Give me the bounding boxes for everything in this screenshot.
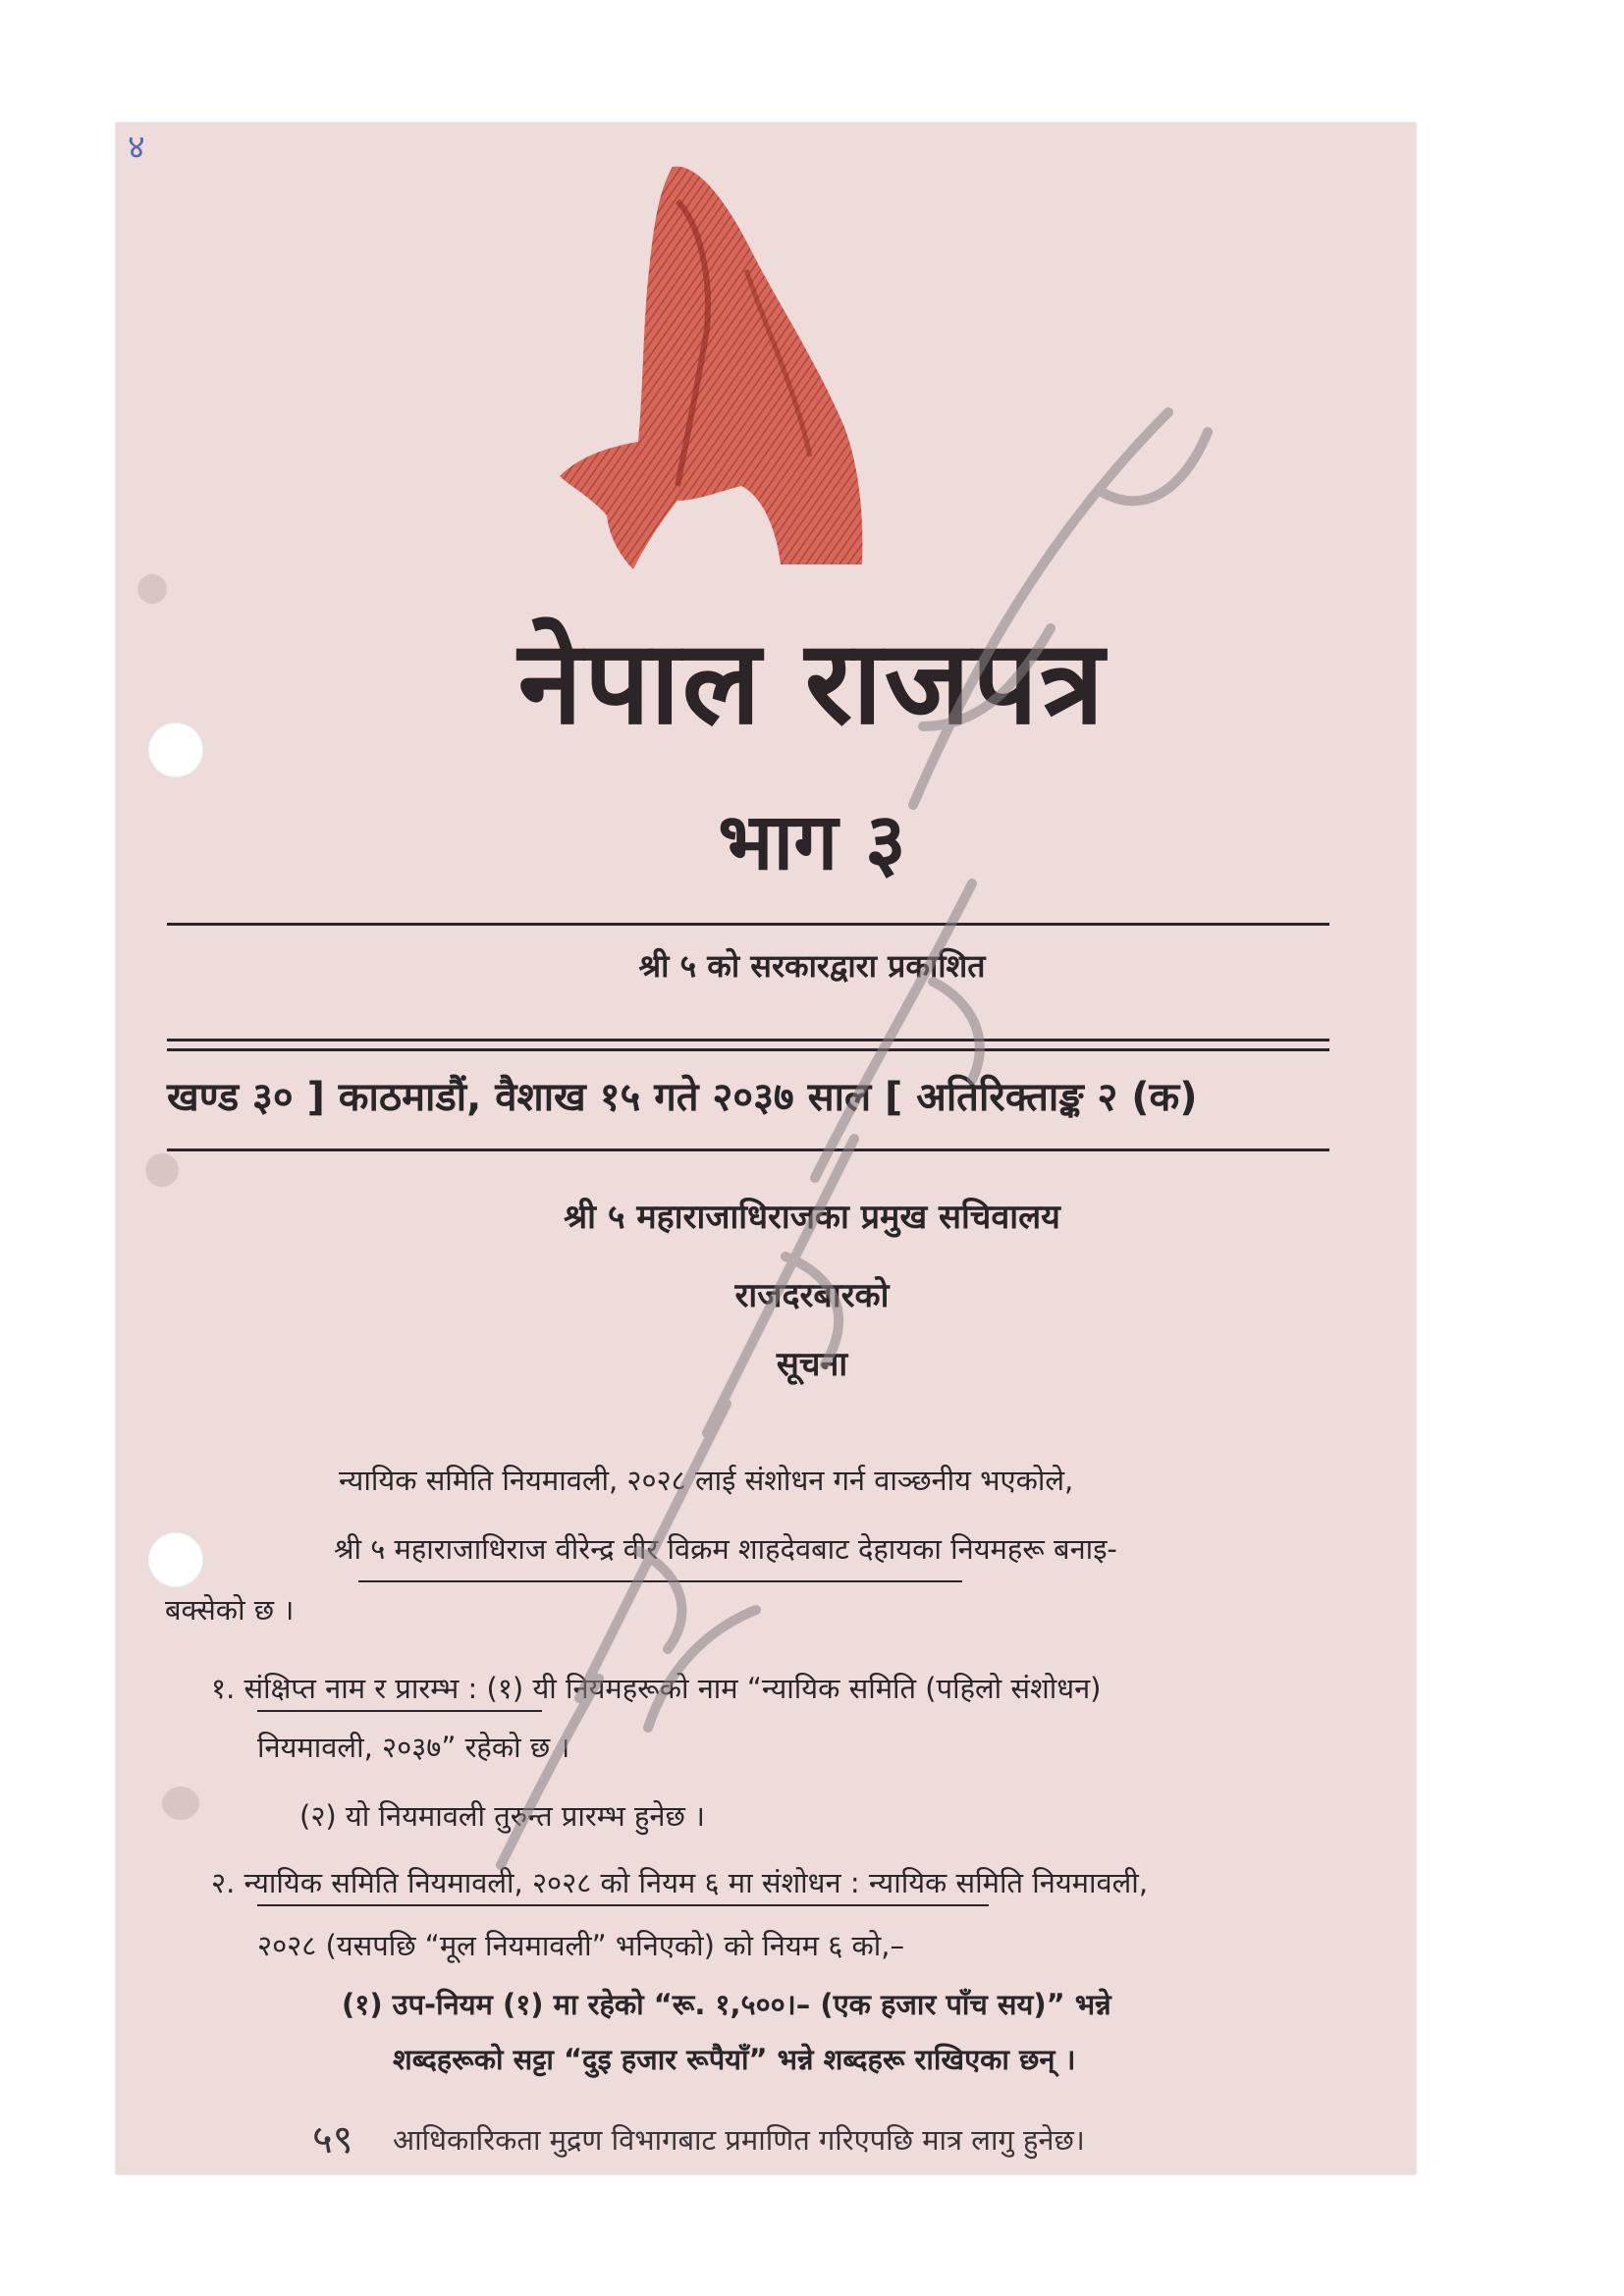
publisher-line: श्री ५ को सरकारद्वारा प्रकाशित xyxy=(638,947,986,985)
rule-2-subrule: (१) उप-नियम (१) मा रहेको “रू. १,५००।– (एक हजार पाँच सय)” भन्ने xyxy=(342,1988,1111,2021)
punch-hole-bottom xyxy=(147,1531,204,1588)
notice-heading: सूचना xyxy=(776,1345,848,1384)
palace-heading: राजदरबारको xyxy=(734,1276,890,1315)
rule-2-subrule: शब्दहरूको सट्टा “दुइ हजार रूपैयाँ” भन्ने शब्दहरू राखिएका छन् । xyxy=(393,2043,1076,2076)
paper-stain xyxy=(145,1153,179,1187)
rule-1-heading: १. संक्षिप्त नाम र प्रारम्भ : (१) यी नियमहरूको नाम “न्यायिक समिति (पहिलो संशोधन) xyxy=(211,1672,1102,1705)
underline xyxy=(257,1904,989,1906)
diagonal-watermark xyxy=(461,373,1247,1904)
preamble-line: श्री ५ महाराजाधिराज वीरेन्द्र वीर विक्रम शाहदेवबाट देहायका नियमहरू बनाइ- xyxy=(334,1532,1117,1566)
page-number: ५९ xyxy=(312,2117,353,2163)
preamble-line: बक्सेको छ । xyxy=(165,1593,295,1627)
issue-line: खण्ड ३० ] काठमाडौं, वैशाख १५ गते २०३७ साल [ अतिरिक्ताङ्क २ (क) xyxy=(167,1075,1198,1120)
rule-1-text: नियमावली, २०३७” रहेको छ । xyxy=(257,1731,570,1764)
paper-stain xyxy=(162,1787,199,1820)
corner-handwritten-mark: ४ xyxy=(128,128,145,167)
rule-2-text: २०२८ (यसपछि “मूल नियमावली” भनिएको) को नियम ६ को,– xyxy=(257,1929,905,1962)
gazette-title: नेपाल राजपत्र xyxy=(517,614,1107,750)
rule-1-subrule: (२) यो नियमावली तुरुन्त प्रारम्भ हुनेछ । xyxy=(299,1799,706,1833)
rule-2-heading: २. न्यायिक समिति नियमावली, २०२८ को नियम ६ मा संशोधन : न्यायिक समिति नियमावली, xyxy=(211,1866,1149,1899)
authenticity-note: आधिकारिकता मुद्रण विभागबाट प्रमाणित गरिएपछि मात्र लागु हुनेछ। xyxy=(393,2123,1085,2157)
gazette-part: भाग ३ xyxy=(718,796,906,887)
office-heading: श्री ५ महाराजाधिराजका प्रमुख सचिवालय xyxy=(564,1198,1060,1237)
preamble-line: न्यायिक समिति नियमावली, २०२८ लाई संशोधन गर्न वाञ्छनीय भएकोले, xyxy=(339,1464,1074,1497)
